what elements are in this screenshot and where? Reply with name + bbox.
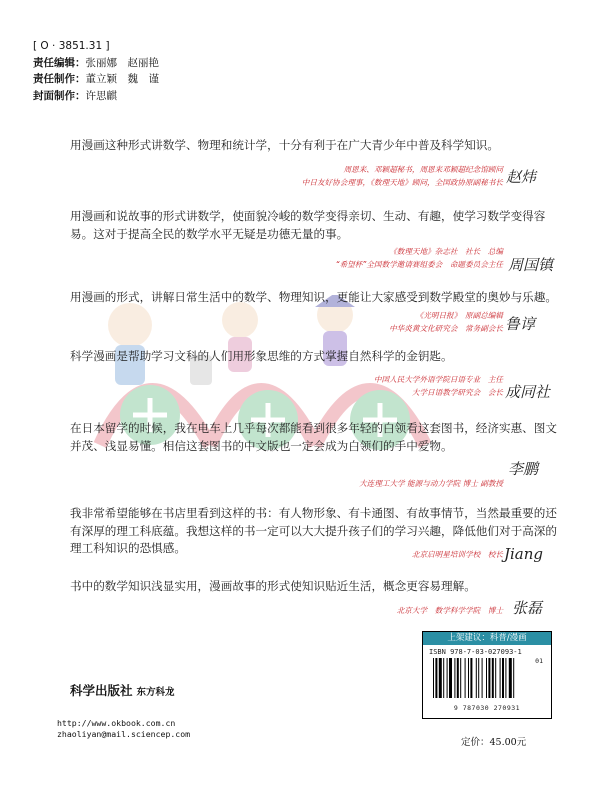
email-link[interactable]: zhaoliyan@mail.sciencep.com	[57, 729, 191, 739]
barcode-box	[422, 631, 552, 719]
barcode-bar	[513, 658, 514, 698]
barcode-bar	[482, 658, 483, 698]
quote-1: 用漫画这种形式讲数学、物理和统计学，十分有利于在广大青少年中普及科学知识。	[70, 138, 499, 152]
isbn-number: ISBN 978-7-03-027093-1	[429, 648, 522, 656]
endorser-line: 大连理工大学 能源与动力学院 博士 副教授	[359, 479, 503, 488]
endorser-6	[412, 548, 503, 561]
endorser-1	[302, 163, 503, 189]
barcode-bar	[505, 658, 506, 698]
quote-4: 科学漫画是帮助学习文科的人们用形象思维的方式掌握自然科学的金钥匙。	[70, 349, 453, 363]
producer-value: 董立颖 魏 谨	[85, 73, 159, 85]
endorser-line: 《光明日报》 原副总编辑	[415, 311, 503, 320]
quote-2: 用漫画和说故事的形式讲数学，使面貌冷峻的数学变得亲切、生动、有趣，使学习数学变得容易。这对于提高全民的数学水平无疑是功德无量的事。	[70, 209, 546, 241]
cover-value: 许思麒	[85, 89, 117, 102]
endorser-line: 大学日语教学研究会 会长	[411, 388, 503, 397]
signature-1: 赵炜	[506, 168, 537, 186]
endorser-2	[336, 245, 503, 271]
barcode-bar	[470, 658, 472, 698]
endorser-line: 北京启明星培训学校 校长	[411, 550, 503, 559]
signature-3: 鲁谆	[505, 315, 536, 333]
barcode-bar	[454, 658, 455, 698]
isbn-text	[423, 645, 551, 656]
shelf-category: 上架建议：科普/漫画	[423, 632, 551, 645]
barcode-bar	[449, 658, 452, 698]
editor-label: 责任编辑：	[33, 56, 86, 69]
endorser-5	[359, 477, 503, 490]
signature-6: Jiang	[504, 545, 544, 563]
signature-7: 张磊	[512, 599, 543, 617]
barcode-bar	[476, 658, 477, 698]
signature-2: 周国镇	[508, 256, 554, 274]
endorser-3	[389, 309, 503, 335]
barcode-bar	[478, 658, 479, 698]
barcode-bar	[468, 658, 469, 698]
price: 定价：45.00元	[461, 737, 527, 748]
barcode-bar	[457, 658, 459, 698]
barcode-bar	[502, 658, 504, 698]
quote-5: 在日本留学的时候，我在电车上几乎每次都能看到很多年轻的白领看这套图书，经济实惠、图文并茂、浅显易懂。相信这套图书的中文版也一定会成为白领们的手中爱物。	[70, 421, 557, 453]
endorser-line: 中国人民大学外语学院日语专业 主任	[373, 375, 503, 384]
quote-7: 书中的数学知识浅显实用，漫画故事的形式使知识贴近生活，概念更容易理解。	[70, 579, 476, 593]
editor-credit	[33, 55, 159, 72]
barcode-number: 9 787030 270931	[453, 704, 521, 712]
publisher-imprint: 东方科龙	[136, 687, 175, 698]
endorser-line: “希望杯”全国数学邀请赛组委会 命题委员会主任	[335, 260, 503, 269]
endorser-line: 北京大学 数学科学学院 博士	[396, 606, 503, 615]
isbn-suffix: 01	[535, 657, 543, 665]
editor-value: 张丽娜 赵丽艳	[85, 56, 159, 69]
producer-credit	[33, 71, 159, 88]
barcode-bar	[447, 658, 448, 698]
cover-label: 封面制作：	[33, 89, 86, 102]
barcode-bar	[509, 658, 512, 698]
barcode-bar	[500, 658, 501, 698]
barcode-bar	[495, 658, 496, 698]
catalog-code: [ O · 3851.31 ]	[33, 40, 110, 52]
endorser-line: 中日友好协会理事，《数理天地》顾问，全国政协原副秘书长	[301, 178, 503, 187]
barcode-bar	[435, 658, 437, 698]
quote-6: 我非常希望能够在书店里看到这样的书：有人物形象、有卡通图、有故事情节，当然最重要的还有深厚的理工科底蕴。我想这样的书一定可以大大提升孩子们的学习兴趣，降低他们对于高深的理工科知识的恐惧感。	[70, 506, 557, 555]
barcode-bar	[488, 658, 490, 698]
barcode-bar	[443, 658, 444, 698]
barcode-bar	[433, 658, 434, 698]
endorser-7	[397, 604, 503, 617]
publisher-logo	[70, 681, 175, 699]
website-link[interactable]: http://www.okbook.com.cn	[57, 718, 176, 728]
endorser-line: 周恩来、邓颖超秘书，周恩来邓颖超纪念馆顾问	[343, 165, 503, 174]
credits-block	[33, 38, 159, 104]
endorser-4	[374, 373, 503, 399]
publisher-contact	[57, 718, 190, 740]
barcode-bar	[486, 658, 487, 698]
barcode-bar	[439, 658, 442, 698]
endorser-line: 中华炎黄文化研究会 常务副会长	[389, 324, 503, 333]
signature-4: 成同社	[505, 383, 551, 401]
barcode-bar	[460, 658, 461, 698]
barcode-bar	[465, 658, 466, 698]
barcode-bar	[492, 658, 494, 698]
cover-credit	[33, 88, 159, 105]
publisher-name: 科学出版社	[70, 683, 133, 698]
barcode-bars	[431, 658, 541, 700]
producer-label: 责任制作：	[33, 73, 86, 85]
quote-3: 用漫画的形式，讲解日常生活中的数学、物理知识，更能让大家感受到数学殿堂的奥妙与乐趣。	[70, 290, 557, 304]
signature-5: 李鹏	[508, 460, 539, 478]
endorser-line: 《数理天地》杂志社 社长 总编	[389, 247, 503, 256]
